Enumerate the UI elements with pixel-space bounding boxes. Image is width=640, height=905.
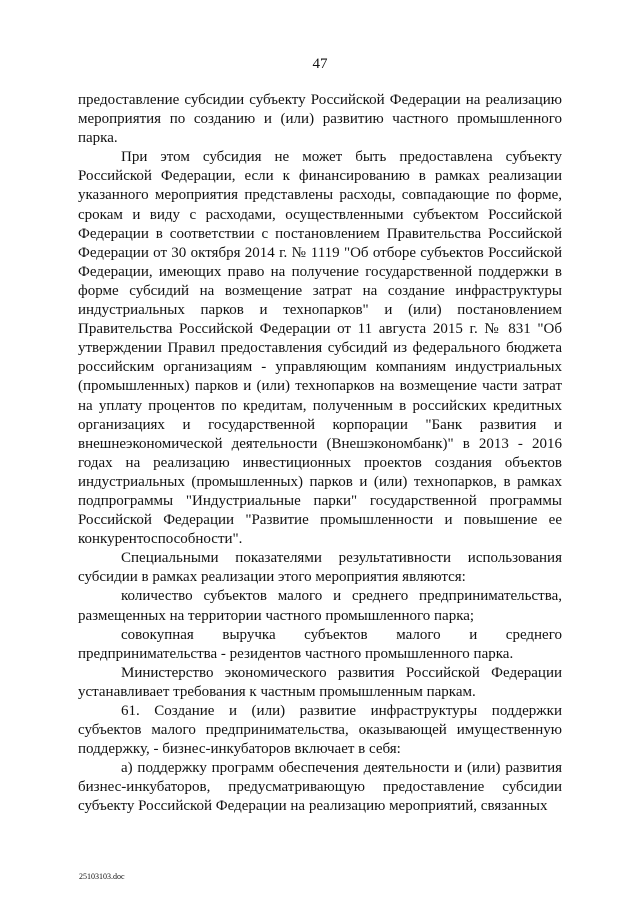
document-body (78, 91, 562, 817)
paragraph-subsidy-restriction: При этом субсидия не может быть предоставлена субъекту Российской Федерации, если к финансированию в рамках реализации указанного мероприятия представлены расходы, совпадающие по форме, срокам и виду с расходами, осуществленными субъектом Российской Федерации в соответствии с постановлением Правительства Российской Федерации от 30 октября 2014 г. № 1119 "Об отборе субъектов Российской Федерации, имеющих право на получение государственной поддержки в форме субсидий на возмещение затрат на создание инфраструктуры индустриальных парков и технопарков" и (или) постановлением Правительства Российской Федерации от 11 августа 2015 г. № 831 "Об утверждении Правил предоставления субсидий из федерального бюджета российским организациям - управляющим компаниям индустриальных (промышленных) парков и (или) технопарков на возмещение части затрат на уплату процентов по кредитам, полученным в российских кредитных организациях и государственной корпорации "Банк развития и внешнеэкономической деятельности (Внешэкономбанк)" в 2013 - 2016 годах на реализацию инвестиционных проектов создания объектов индустриальных (промышленных) парков и (или) технопарков, в рамках подпрограммы "Индустриальные парки" государственной программы Российской Федерации "Развитие промышленности и повышение ее конкурентоспособности". (78, 149, 562, 548)
paragraph-indicator-count: количество субъектов малого и среднего предпринимательства, размещенных на территории частного промышленного парка; (78, 588, 562, 624)
page-number: 47 (312, 56, 328, 72)
footer-doc-code: 25103103.doc (79, 872, 125, 881)
paragraph-performance-indicators: Специальными показателями результативности использования субсидии в рамках реализации этого мероприятия являются: (78, 550, 562, 586)
paragraph-item-61: 61. Создание и (или) развитие инфраструктуры поддержки субъектов малого предпринимательства, оказывающей имущественную поддержку, - бизнес-инкубаторов включает в себя: (78, 703, 562, 758)
paragraph-subsidy-continuation: предоставление субсидии субъекту Российской Федерации на реализацию мероприятия по созданию и (или) развитию частного промышленного парка. (78, 92, 562, 147)
paragraph-item-61a: а) поддержку программ обеспечения деятельности и (или) развития бизнес-инкубаторов, предусматривающую предоставление субсидии субъекту Российской Федерации на реализацию мероприятий, связанных (78, 760, 562, 815)
paragraph-indicator-revenue: совокупная выручка субъектов малого и среднего предпринимательства - резидентов частного промышленного парка. (78, 626, 562, 662)
paragraph-ministry-requirements: Министерство экономического развития Российской Федерации устанавливает требования к частным промышленным паркам. (78, 664, 562, 700)
